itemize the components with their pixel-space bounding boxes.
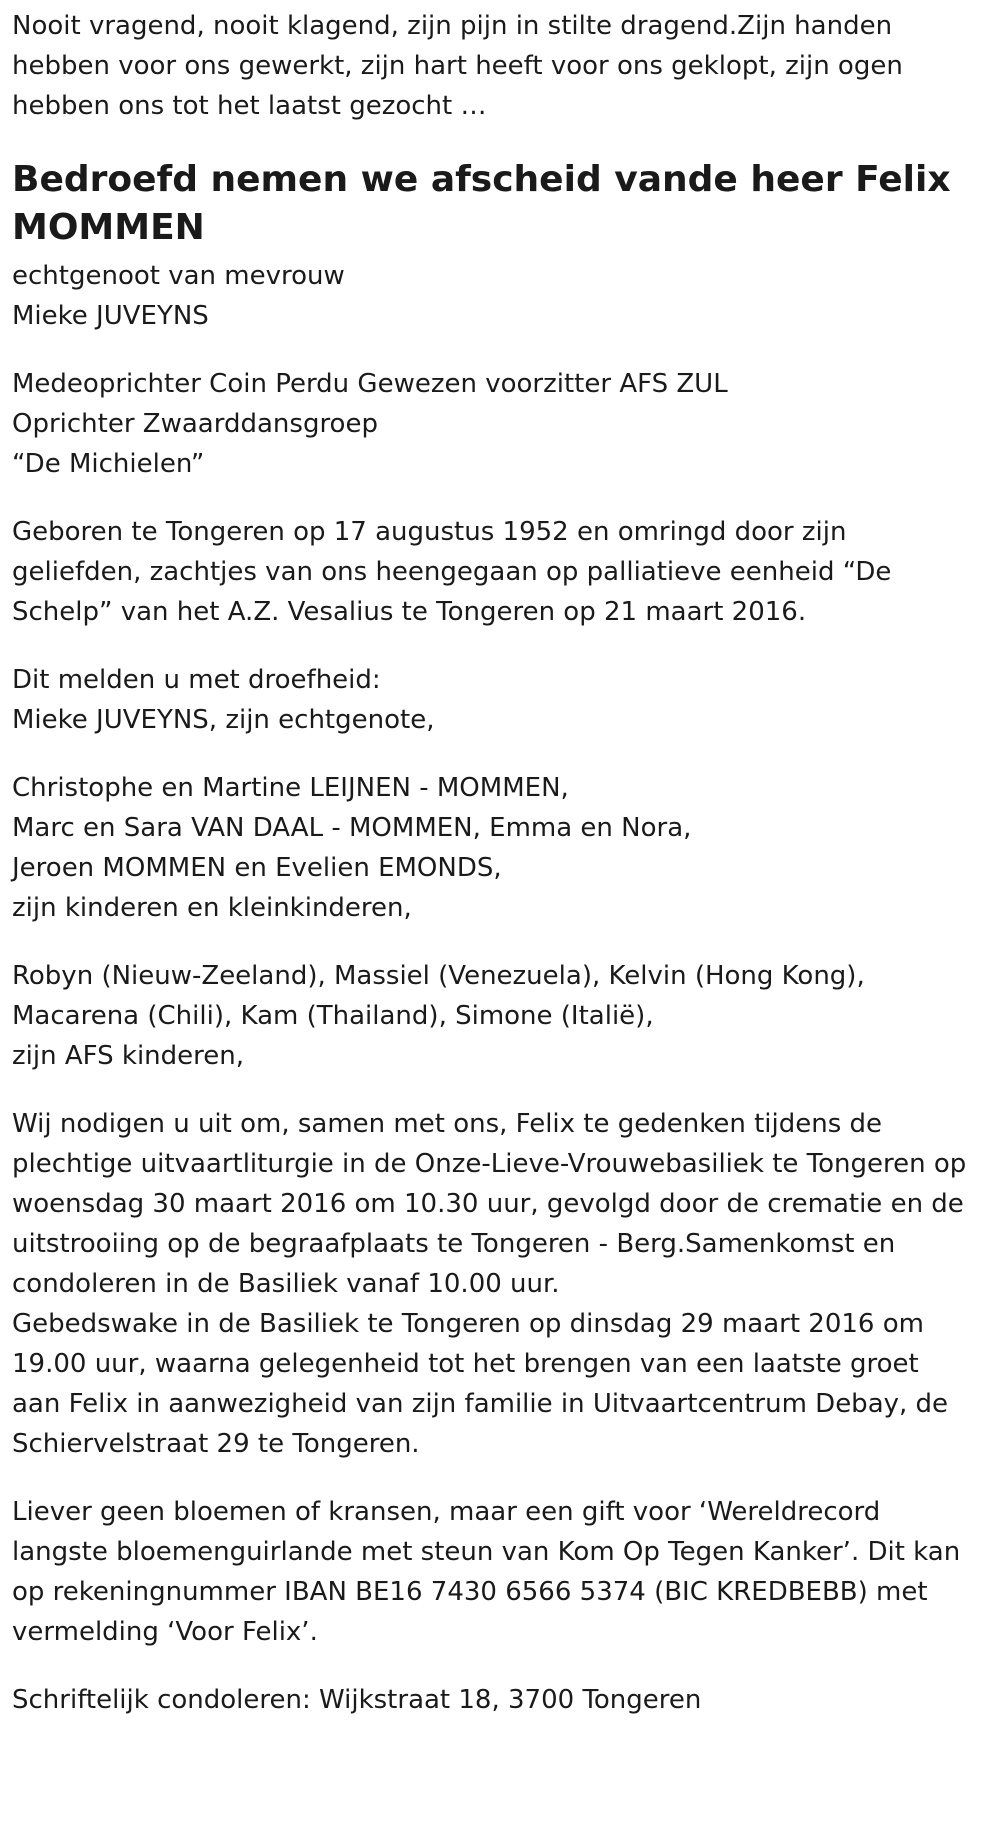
birth-death-info: Geboren te Tongeren op 17 augustus 1952 en omringd door zijn geliefden, zachtjes van ons heengegaan op palliatieve eenheid “De Schelp” van het A.Z. Vesalius te Tongeren op 21 maart 2016.: [12, 517, 892, 627]
ceremony-info: Wij nodigen u uit om, samen met ons, Felix te gedenken tijdens de plechtige uitvaartliturgie in de Onze-Lieve-Vrouwebasiliek te Tongeren op woensdag 30 maart 2016 om 10.30 uur, gevolgd door de crematie en de uitstrooiing op de begraafplaats te Tongeren - Berg.Samenkomst en condoleren in de Basiliek vanaf 10.00 uur. Gebedswake in de Basiliek te Tongeren op dinsdag 29 maart 2016 om 19.00 uur, waarna gelegenheid tot het brengen van een laatste groet aan Felix in aanwezigheid van zijn familie in Uitvaartcentrum Debay, de Schiervelstraat 29 te Tongeren.: [12, 1109, 967, 1459]
spacer: [12, 928, 988, 956]
spacer: [12, 336, 988, 364]
spacer: [12, 632, 988, 660]
announcers: Dit melden u met droefheid: Mieke JUVEYNS, zijn echtgenote,: [12, 665, 435, 735]
spacer: [12, 484, 988, 512]
flowers-donation-info: Liever geen bloemen of kransen, maar een gift voor ‘Wereldrecord langste bloemenguirlande met steun van Kom Op Tegen Kanker’. Dit kan op rekeningnummer IBAN BE16 7430 6566 5374 (BIC KREDBEBB) met vermelding ‘Voor Felix’.: [12, 1497, 961, 1647]
spacer: [12, 1652, 988, 1680]
spacer: [12, 1076, 988, 1104]
spacer: [12, 1464, 988, 1492]
afs-children-list: Robyn (Nieuw-Zeeland), Massiel (Venezuela), Kelvin (Hong Kong), Macarena (Chili), Kam (Thailand), Simone (Italië), zijn AFS kinderen,: [12, 961, 865, 1071]
condolence-address: Schriftelijk condoleren: Wijkstraat 18, 3700 Tongeren: [12, 1685, 702, 1715]
children-list: Christophe en Martine LEIJNEN - MOMMEN, Marc en Sara VAN DAAL - MOMMEN, Emma en Nora, Jeroen MOMMEN en Evelien EMONDS, zijn kinderen en kleinkinderen,: [12, 773, 692, 923]
spouse-info: echtgenoot van mevrouw Mieke JUVEYNS: [12, 261, 345, 331]
roles-info: Medeoprichter Coin Perdu Gewezen voorzitter AFS ZUL Oprichter Zwaarddansgroep “De Michielen”: [12, 369, 728, 479]
spacer: [12, 740, 988, 768]
page-title: Bedroefd nemen we afscheid vande heer Felix MOMMEN: [12, 159, 951, 248]
opening-quote: Nooit vragend, nooit klagend, zijn pijn in stilte dragend.Zijn handen hebben voor ons gewerkt, zijn hart heeft voor ons geklopt, zijn ogen hebben ons tot het laatst gezocht …: [12, 11, 903, 121]
